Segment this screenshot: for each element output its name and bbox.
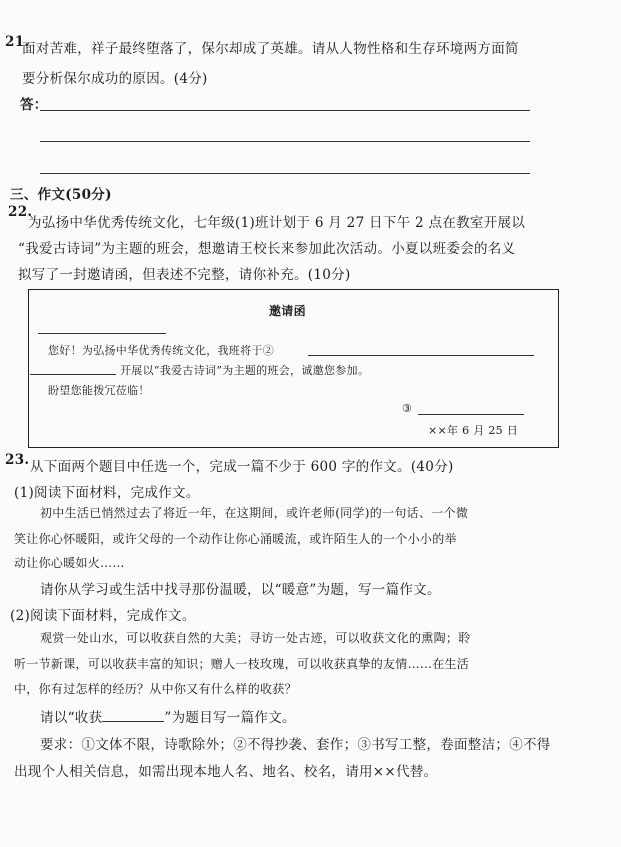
letter-line-b: 开展以“我爱古诗词”为主题的班会，诚邀您参加。 bbox=[120, 364, 370, 377]
option2-para-line1: 观赏一处山水，可以收获自然的大美；寻访一处古迹，可以收获文化的熏陶；聆 bbox=[40, 631, 471, 645]
q22-text-line1: 为弘扬中华优秀传统文化，七年级(1)班计划于 6 月 27 日下午 2 点在教室开展以 bbox=[28, 215, 526, 231]
q21-answer-label: 答： bbox=[20, 97, 48, 113]
letter-blank-3-num: ③ bbox=[402, 402, 413, 415]
option1-para-line1: 初中生活已悄然过去了将近一年，在这期间，或许老师(同学)的一句话、一个微 bbox=[40, 506, 469, 520]
answer-line-3[interactable] bbox=[40, 173, 530, 174]
letter-line-c: 盼望您能拨冗莅临！ bbox=[48, 384, 150, 397]
option2-prompt-suffix: ”为题目写一篇作文。 bbox=[164, 710, 296, 726]
option2-prompt bbox=[40, 706, 296, 726]
q21-text-line1: 面对苦难，祥子最终堕落了，保尔却成了英雄。请从人物性格和生存环境两方面简 bbox=[22, 41, 519, 57]
option2-para-line3: 中，你有过怎样的经历？从中你又有什么样的收获？ bbox=[14, 682, 297, 696]
q23-number: 23. bbox=[5, 452, 30, 468]
q21-text-line2: 要分析保尔成功的原因。(4分) bbox=[22, 71, 208, 87]
q22-text-line2: “我爱古诗词”为主题的班会，想邀请王校长来参加此次活动。小夏以班委会的名义 bbox=[18, 241, 516, 257]
option2-prompt-prefix: 请以“收获 bbox=[40, 710, 103, 726]
option1-para-line2: 笑让你心怀暖阳，或许父母的一个动作让你心涌暖流，或许陌生人的一个小小的举 bbox=[14, 532, 457, 546]
letter-date: ××年 6 月 25 日 bbox=[428, 424, 519, 437]
section-title: 三、作文(50分) bbox=[10, 187, 112, 203]
q21-number: 21. bbox=[5, 34, 30, 50]
requirements-line2: 出现个人相关信息，如需出现本地人名、地名、校名，请用××代替。 bbox=[14, 764, 438, 780]
option1-heading: (1)阅读下面材料，完成作文。 bbox=[14, 485, 200, 501]
option2-para-line2: 听一节新课，可以收获丰富的知识；赠人一枝玫瑰，可以收获真挚的友情……在生活 bbox=[14, 657, 470, 671]
letter-line-a: 您好！为弘扬中华优秀传统文化，我班将于② bbox=[48, 344, 274, 357]
letter-recipient-blank[interactable] bbox=[38, 333, 166, 334]
q22-text-line3: 拟写了一封邀请函，但表述不完整，请你补充。(10分) bbox=[18, 267, 351, 283]
title-blank[interactable] bbox=[102, 709, 164, 722]
q22-number: 22. bbox=[8, 204, 33, 220]
requirements-line1: 要求：①文体不限，诗歌除外；②不得抄袭、套作；③书写工整，卷面整洁；④不得 bbox=[40, 737, 551, 753]
answer-line-1[interactable] bbox=[40, 110, 530, 111]
option2-heading: (2)阅读下面材料，完成作文。 bbox=[10, 608, 196, 624]
q23-intro: 从下面两个题目中任选一个，完成一篇不少于 600 字的作文。(40分) bbox=[30, 459, 454, 475]
option1-prompt: 请你从学习或生活中找寻那份温暖，以“暖意”为题，写一篇作文。 bbox=[40, 582, 441, 598]
letter-title: 邀请函 bbox=[269, 304, 306, 318]
letter-blank-2[interactable] bbox=[308, 355, 534, 356]
option1-para-line3: 动让你心暖如火…… bbox=[14, 556, 125, 570]
answer-line-2[interactable] bbox=[40, 141, 530, 142]
letter-blank-3[interactable] bbox=[418, 414, 524, 415]
letter-blank-2-cont[interactable] bbox=[30, 374, 116, 375]
